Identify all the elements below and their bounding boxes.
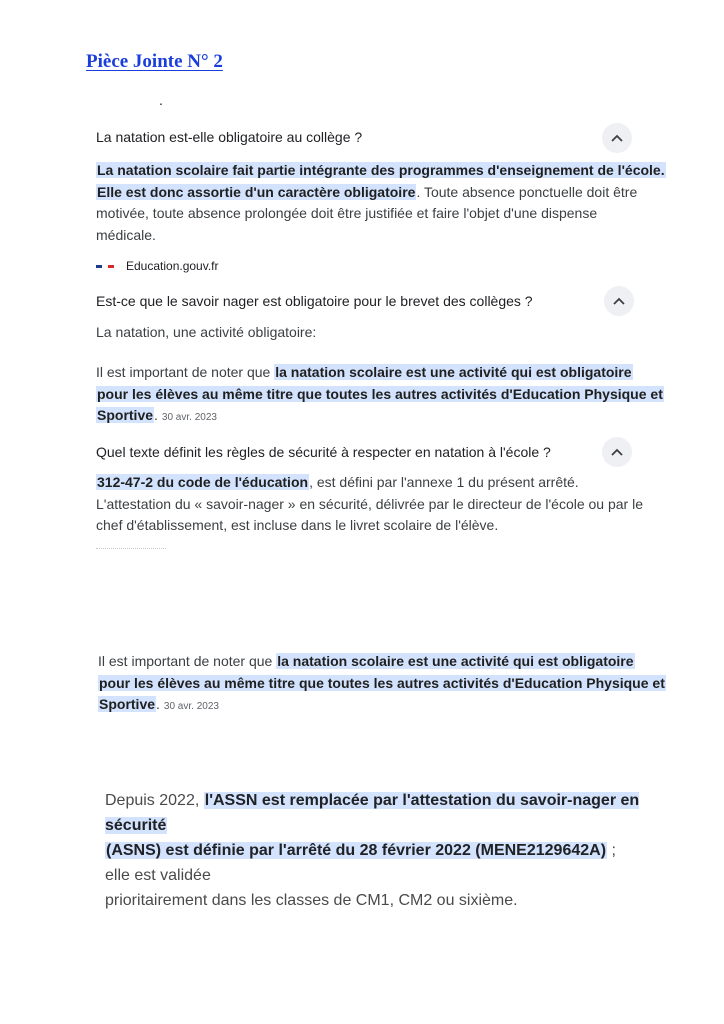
answer-1-text-b: motivée, toute absence prolongée doit être justifiée et faire l'objet d'une dispense: [96, 205, 598, 221]
answer-2-date: 30 avr. 2023: [161, 412, 217, 423]
asns-highlight-b: (ASNS) est définie par l'arrêté du 28 février 2022 (MENE2129642A): [106, 842, 607, 859]
faq-question-2[interactable]: Est-ce que le savoir nager est obligatoire pour le brevet des collèges ?: [96, 293, 533, 309]
repeat-highlight-b: pour les élèves au même titre que toutes les autres activités d'Education Physique et: [99, 674, 665, 691]
answer-1-highlight-a: La natation scolaire fait partie intégrante des programmes d'enseignement de l'école.: [97, 162, 665, 178]
answer-3-text-c: chef d'établissement, est incluse dans le livret scolaire de l'élève.: [96, 517, 499, 533]
asns-text-a: ; elle est validée: [105, 842, 616, 884]
answer-2-highlight-c: Sportive: [97, 407, 154, 423]
asns-pre: Depuis 2022,: [105, 792, 200, 809]
repeat-excerpt: [98, 651, 666, 718]
answer-3-text-a: , est défini par l'annexe 1 du présent arrêté.: [309, 474, 579, 490]
repeat-highlight-a: la natation scolaire est une activité qui est obligatoire: [277, 653, 634, 669]
answer-2-highlight-a: la natation scolaire est une activité qui est obligatoire: [275, 364, 632, 380]
faq-answer-3: [96, 472, 643, 537]
answer-3-text-b: L'attestation du « savoir-nager » en sécurité, délivrée par le directeur de l'école ou par le: [96, 495, 643, 512]
repeat-pre: Il est important de noter que: [98, 653, 273, 669]
answer-2-highlight-b: pour les élèves au même titre que toutes les autres activités d'Education Physique et: [97, 385, 663, 402]
faq-toggle-2[interactable]: [604, 286, 634, 316]
french-flag-icon: [96, 260, 114, 272]
faq-answer-2-intro: La natation, une activité obligatoire:: [96, 324, 317, 340]
answer-2-post: .: [154, 407, 158, 423]
faq-question-1[interactable]: La natation est-elle obligatoire au collège ?: [96, 129, 363, 145]
faq-question-3[interactable]: Quel texte définit les règles de sécurité à respecter en natation à l'école ?: [96, 444, 551, 460]
chevron-up-icon: [613, 297, 625, 305]
faq-answer-2: [96, 362, 664, 429]
asns-excerpt: [105, 788, 645, 913]
faq-toggle-3[interactable]: [602, 437, 632, 467]
chevron-up-icon: [611, 134, 623, 142]
repeat-date: 30 avr. 2023: [163, 701, 219, 712]
source-link[interactable]: [96, 259, 219, 273]
answer-1-text-a: . Toute absence ponctuelle doit être: [416, 183, 638, 200]
answer-1-highlight-b: Elle est donc assortie d'un caractère obligatoire: [97, 183, 416, 200]
faq-answer-1: [96, 160, 666, 246]
chevron-up-icon: [611, 448, 623, 456]
stray-dot: .: [159, 92, 163, 108]
answer-2-pre: Il est important de noter que: [96, 364, 271, 380]
answer-3-highlight: 312-47-2 du code de l'éducation: [97, 474, 309, 490]
cropped-edge: [96, 548, 166, 555]
asns-highlight-a: l'ASSN est remplacée par l'attestation du savoir-nager en sécurité: [105, 792, 640, 834]
answer-1-text-c: médicale.: [96, 226, 156, 243]
faq-toggle-1[interactable]: [602, 123, 632, 153]
page-title: Pièce Jointe N° 2: [86, 51, 223, 72]
asns-text-b: prioritairement dans les classes de CM1, CM2 ou sixième.: [105, 892, 518, 909]
repeat-highlight-c: Sportive: [99, 696, 156, 712]
repeat-post: .: [156, 696, 160, 712]
source-name: Education.gouv.fr: [126, 259, 219, 273]
